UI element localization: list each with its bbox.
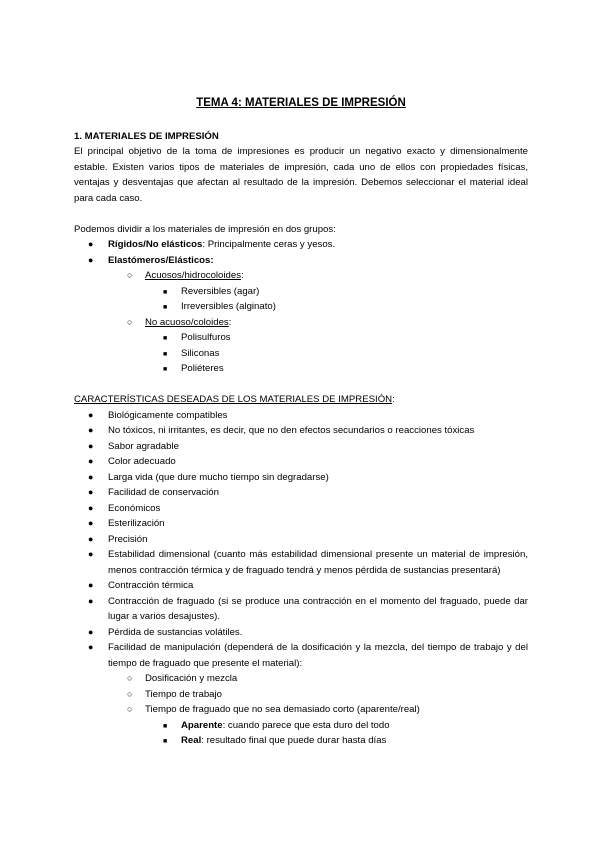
groups-list bbox=[74, 237, 528, 377]
characteristics-list bbox=[74, 408, 528, 749]
bullet-icon: ● bbox=[88, 471, 94, 482]
bullet-icon: ● bbox=[88, 254, 94, 265]
bullet-icon: ● bbox=[88, 239, 94, 249]
section1-intro: El principal objetivo de la toma de impresiones es producir un negativo exacto y dimensionalmente estable. Existen varios tipos de materiales de impresión, cada uno de ellos con propiedades físicas, ventajas y desventajas que afectan al resultado de la impresión. Debemos seleccionar el material ideal para cada caso. bbox=[74, 146, 528, 204]
list-item-real: ■ Real: resultado final que puede durar hasta días bbox=[74, 733, 528, 749]
circle-bullet-icon: ○ bbox=[127, 673, 133, 683]
bullet-icon: ● bbox=[88, 425, 94, 435]
square-bullet-icon: ■ bbox=[163, 350, 168, 358]
list-item: ● Contracción térmica bbox=[74, 578, 528, 594]
circle-bullet-icon: ○ bbox=[127, 270, 133, 280]
list-item: ● Precisión bbox=[74, 532, 528, 548]
list-item: ● Color adecuado bbox=[74, 454, 528, 470]
square-bullet-icon: ■ bbox=[163, 366, 168, 373]
bullet-icon: ● bbox=[88, 409, 94, 420]
sub-list-item: ○ Dosificación y mezcla bbox=[74, 671, 528, 687]
square-bullet-icon: ■ bbox=[163, 722, 168, 730]
list-item: ● Esterilización bbox=[74, 516, 528, 532]
bullet-icon: ● bbox=[88, 533, 94, 544]
list-item: ● Económicos bbox=[74, 501, 528, 517]
list-item-polisulfuros: ■ Polisulfuros bbox=[74, 330, 528, 346]
list-item-acuosos: ○ Acuosos/hidrocoloides: bbox=[74, 268, 528, 284]
bullet-icon: ● bbox=[88, 518, 94, 528]
list-item: ● Biológicamente compatibles bbox=[74, 408, 528, 424]
bullet-icon: ● bbox=[88, 456, 94, 466]
list-item-polieteres: ■ Poliéteres bbox=[74, 361, 528, 377]
list-item: ● No tóxicos, ni irritantes, es decir, que no den efectos secundarios o reacciones tóxicas bbox=[74, 423, 528, 439]
section2-heading: CARACTERÍSTICAS DESEADAS DE LOS MATERIALES DE IMPRESIÓN: bbox=[74, 394, 395, 405]
bullet-icon: ● bbox=[88, 626, 94, 637]
sub-list-item: ○ Tiempo de trabajo bbox=[74, 687, 528, 703]
list-item: ● Sabor agradable bbox=[74, 439, 528, 455]
bullet-icon: ● bbox=[88, 440, 94, 451]
list-item: ● Estabilidad dimensional (cuanto más estabilidad dimensional presente un material de impresión, menos contracción térmica y de fraguado tendrá y menos pérdida de sustancias presentará) bbox=[88, 549, 528, 576]
list-item-aparente: ■ Aparente: cuando parece que esta duro del todo bbox=[74, 718, 528, 734]
list-item-irreversibles: ■ Irreversibles (alginato) bbox=[74, 299, 528, 315]
list-item: ● Pérdida de sustancias volátiles. bbox=[74, 625, 528, 641]
bullet-icon: ● bbox=[88, 580, 94, 590]
circle-bullet-icon: ○ bbox=[127, 316, 133, 327]
bullet-icon: ● bbox=[88, 642, 94, 652]
list-item-reversibles: ■ Reversibles (agar) bbox=[74, 284, 528, 300]
list-item: ● Contracción de fraguado (si se produce una contracción en el momento del fraguado, puede dar lugar a varios desajustes). bbox=[88, 595, 528, 622]
sub-list-item: ○ Tiempo de fraguado que no sea demasiado corto (aparente/real) bbox=[74, 702, 528, 718]
list-item: ● Facilidad de manipulación (dependerá de la dosificación y la mezcla, del tiempo de trabajo y del tiempo de fraguado que presente el material): bbox=[88, 642, 528, 669]
bullet-icon: ● bbox=[88, 549, 94, 559]
section1-heading: 1. MATERIALES DE IMPRESIÓN bbox=[74, 130, 219, 142]
square-bullet-icon: ■ bbox=[163, 335, 168, 342]
square-bullet-icon: ■ bbox=[163, 304, 168, 311]
bullet-icon: ● bbox=[88, 487, 94, 497]
list-item: ● Facilidad de conservación bbox=[74, 485, 528, 501]
list-item-rigidos: ● Rígidos/No elásticos: Principalmente ceras y yesos. bbox=[74, 237, 528, 253]
list-item-elasticos: ● Elastómeros/Elásticos: bbox=[74, 253, 528, 269]
square-bullet-icon: ■ bbox=[163, 288, 168, 296]
groups-intro: Podemos dividir a los materiales de impresión en dos grupos: bbox=[74, 223, 336, 235]
list-item-no-acuoso: ○ No acuoso/coloides: bbox=[74, 315, 528, 331]
document-page bbox=[74, 96, 528, 749]
bullet-icon: ● bbox=[88, 595, 94, 606]
list-item-siliconas: ■ Siliconas bbox=[74, 346, 528, 362]
square-bullet-icon: ■ bbox=[163, 738, 168, 745]
document-title: TEMA 4: MATERIALES DE IMPRESIÓN bbox=[196, 97, 406, 109]
circle-bullet-icon: ○ bbox=[127, 688, 133, 699]
list-item: ● Larga vida (que dure mucho tiempo sin degradarse) bbox=[74, 470, 528, 486]
circle-bullet-icon: ○ bbox=[127, 704, 133, 714]
bullet-icon: ● bbox=[88, 502, 94, 513]
